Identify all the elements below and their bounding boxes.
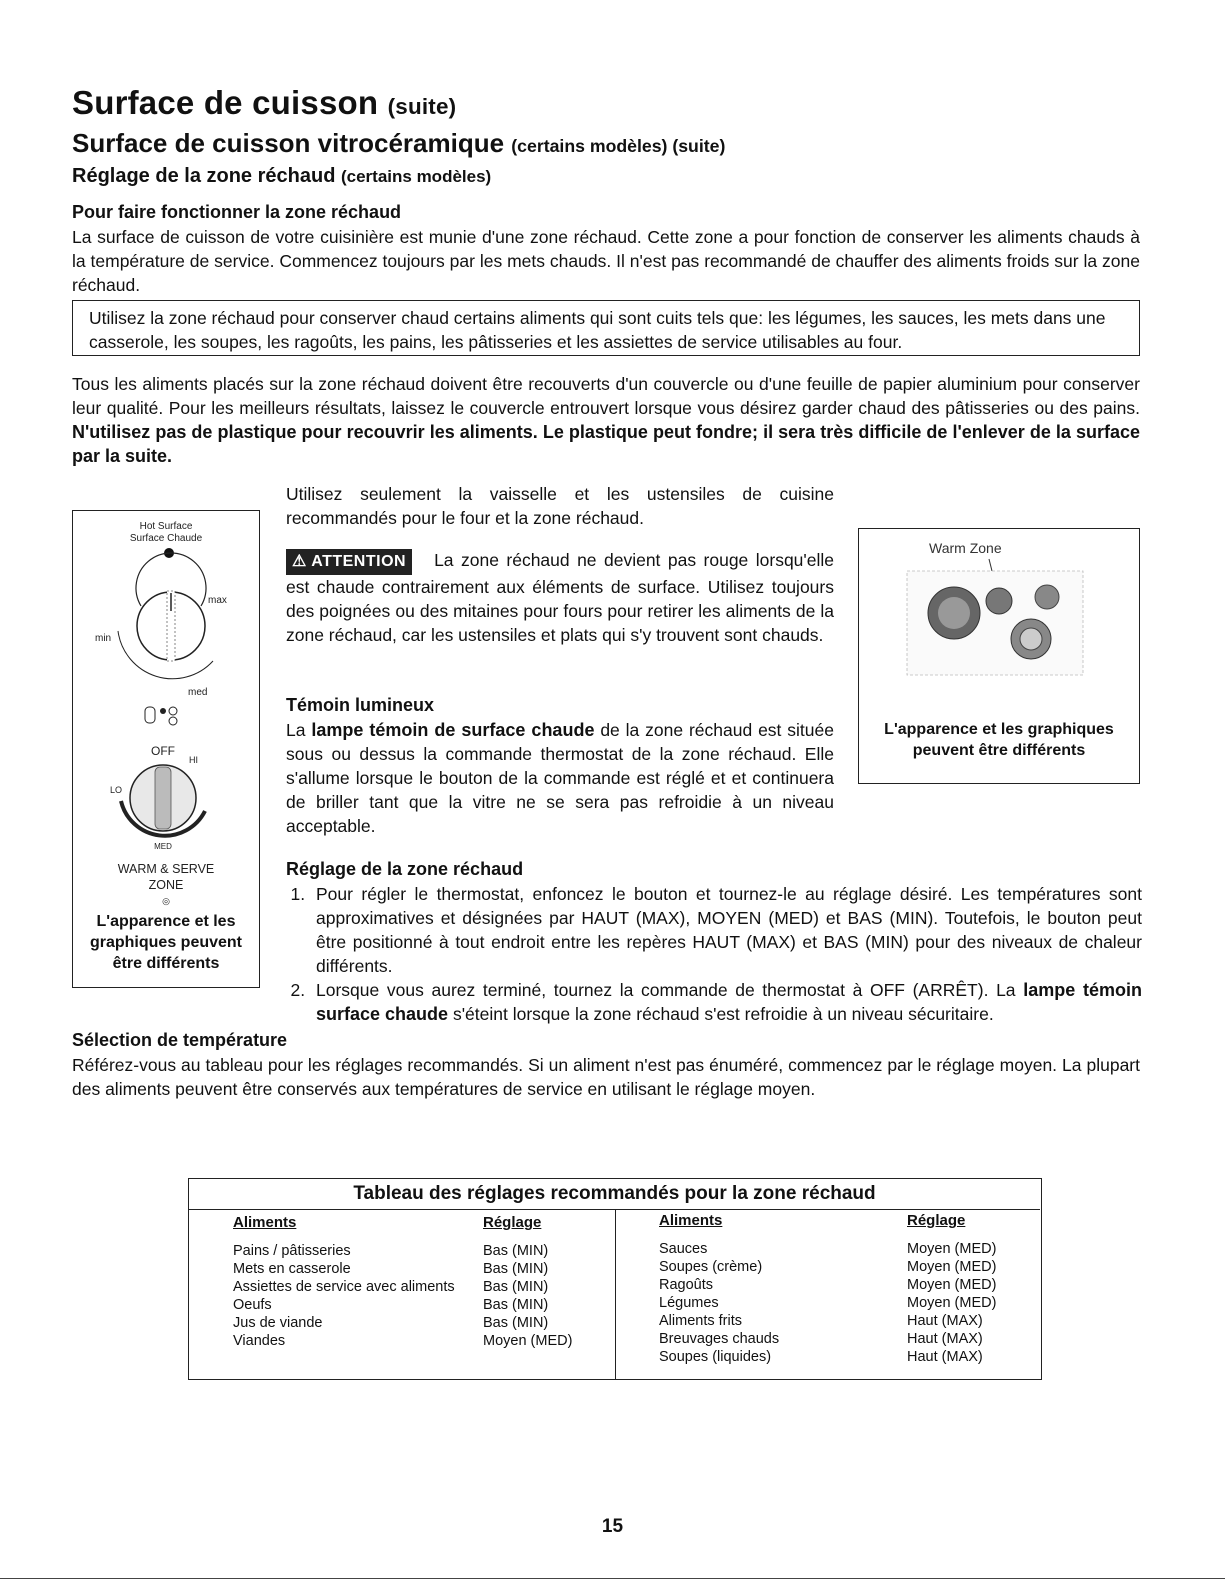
- page-subtitle: [72, 128, 725, 159]
- indicator-bold: lampe témoin de surface chaude: [311, 720, 595, 740]
- left-figure-caption: L'apparence et les graphiques peuvent être différents: [89, 913, 243, 972]
- small-burner-icon: [1035, 585, 1059, 609]
- setting-step-2-post: s'éteint lorsque la zone réchaud s'est refroidie à un niveau sécuritaire.: [452, 1004, 994, 1024]
- table-row: [233, 1242, 608, 1260]
- setting-cell: Bas (MIN): [483, 1243, 549, 1259]
- temperature-heading: Sélection de température: [72, 1030, 288, 1050]
- setting-step-1: 1. Pour régler le thermostat, enfoncez le bouton et tournez-le au réglage désiré. Les températures sont approximatives et désignées par HAUT (MAX), MOYEN (MED) et BAS (MIN). Toutefois, le bouton peut être positionné à tout endroit entre les repères HAUT (MAX) et BAS (MIN) pour des niveaux de chaleur différents.: [310, 882, 1142, 978]
- setting-cell: Moyen (MED): [907, 1295, 997, 1311]
- element-symbol-icon: [145, 707, 177, 725]
- control-knob-figure: [72, 510, 260, 988]
- food-cell: Oeufs: [233, 1297, 272, 1313]
- setting-cell: Bas (MIN): [483, 1279, 549, 1295]
- table-row: [659, 1312, 1034, 1330]
- setting-cell: Bas (MIN): [483, 1315, 549, 1331]
- food-cell: Soupes (crème): [659, 1259, 763, 1275]
- attention-paragraph: [286, 548, 834, 647]
- setting-cell: Haut (MAX): [907, 1349, 983, 1365]
- table-row: [659, 1330, 1034, 1348]
- operate-text: La surface de cuisson de votre cuisinière est munie d'une zone réchaud. Cette zone a pour fonction de conserver les aliments chauds à la température de service. Commencez toujours par les mets chauds. Il n'est pas recommandé de chauffer des aliments froids sur la zone réchaud.: [72, 227, 1140, 295]
- table-row: [233, 1260, 608, 1278]
- warm-zone-burner-icon: [986, 588, 1012, 614]
- warning-icon: ⚠: [292, 553, 307, 570]
- indicator-text: de la zone réchaud est située sous ou dessus la commande thermostat de la zone réchaud. Elle s'allume lorsque le bouton de la commande est réglé et et continuera de briller tant que la vitre ne se sera pas refroidie à un niveau acceptable.: [286, 720, 834, 836]
- knob-scale-arc: [118, 631, 213, 679]
- knob-illustration: [73, 511, 259, 871]
- lo-label: LO: [110, 785, 123, 795]
- food-cell: Légumes: [659, 1295, 719, 1311]
- indicator-paragraph: [286, 718, 834, 838]
- min-label: min: [95, 633, 112, 644]
- left-table-rows: [233, 1242, 608, 1350]
- setting-steps: [284, 882, 1142, 1026]
- food-cell: Viandes: [233, 1333, 286, 1349]
- page-title-suffix: (suite): [387, 94, 457, 119]
- table-row: [233, 1296, 608, 1314]
- indicator-heading: Témoin lumineux: [286, 695, 435, 715]
- operate-heading: Pour faire fonctionner la zone réchaud: [72, 202, 402, 222]
- surface-chaude-label: Surface Chaude: [129, 533, 203, 544]
- lower-knob-grip: [155, 767, 171, 829]
- cover-warning: N'utilisez pas de plastique pour recouvrir les aliments. Le plastique peut fondre; il sera très difficile de l'enlever de la surface par la suite.: [72, 422, 1140, 466]
- page-title-text: Surface de cuisson: [72, 84, 379, 121]
- indicator-pre: La: [286, 720, 306, 740]
- table-divider: [615, 1209, 616, 1379]
- setting-step-2-pre: Lorsque vous aurez terminé, tournez la commande de thermostat à OFF (ARRÊT). La: [316, 980, 1016, 1000]
- section-title-text: Réglage de la zone réchaud: [72, 165, 336, 187]
- max-label: max: [208, 595, 227, 606]
- setting-cell: Moyen (MED): [483, 1333, 573, 1349]
- page-subtitle-text: Surface de cuisson vitrocéramique: [72, 128, 505, 158]
- food-cell: Pains / pâtisseries: [233, 1243, 351, 1259]
- page-title: [72, 84, 456, 122]
- setting-cell: Haut (MAX): [907, 1331, 983, 1347]
- off-label: OFF: [151, 744, 175, 758]
- cooktop-illustration: [859, 529, 1139, 699]
- hi-label: HI: [189, 755, 198, 765]
- utensils-text: Utilisez seulement la vaisselle et les ustensiles de cuisine recommandés pour le four et la zone réchaud.: [286, 484, 834, 528]
- cover-paragraph: [72, 372, 1140, 468]
- right-col-food-header: Aliments: [659, 1212, 723, 1229]
- medium-burner-inner: [1020, 628, 1042, 650]
- setting-cell: Bas (MIN): [483, 1297, 549, 1313]
- food-cell: Soupes (liquides): [659, 1349, 772, 1365]
- left-col-setting-header: Réglage: [483, 1214, 542, 1231]
- warm-zone-figure: [858, 528, 1140, 784]
- page-number: 15: [601, 1516, 624, 1537]
- setting-cell: Bas (MIN): [483, 1261, 549, 1277]
- setting-cell: Haut (MAX): [907, 1313, 983, 1329]
- settings-table: [188, 1178, 1042, 1380]
- attention-badge: [286, 549, 412, 575]
- food-cell: Assiettes de service avec aliments: [233, 1279, 455, 1295]
- left-col-food-header: Aliments: [233, 1214, 297, 1231]
- attention-badge-text: ATTENTION: [311, 553, 407, 570]
- page-subtitle-suffix: (certains modèles) (suite): [511, 136, 726, 156]
- table-title: Tableau des réglages recommandés pour la zone réchaud: [353, 1183, 876, 1204]
- warm-serve-label: [73, 861, 259, 909]
- med2-label: MED: [154, 842, 172, 851]
- setting-cell: Moyen (MED): [907, 1277, 997, 1293]
- food-cell: Mets en casserole: [233, 1261, 351, 1277]
- warm-serve-text: WARM & SERVE: [117, 862, 215, 876]
- table-row: [659, 1348, 1034, 1366]
- setting-heading: Réglage de la zone réchaud: [286, 859, 524, 879]
- section-title-suffix: (certains modèles): [340, 167, 492, 186]
- bottom-rule: [0, 1578, 1225, 1579]
- food-cell: Ragoûts: [659, 1277, 714, 1293]
- warm-zone-label: Warm Zone: [929, 540, 1002, 556]
- setting-step-2: [310, 978, 1142, 1026]
- small-indicator-icon: ◎: [162, 896, 170, 906]
- table-row: [233, 1314, 608, 1332]
- setting-step-2-bold: lampe témoin surface chaude: [316, 980, 1142, 1024]
- right-figure-caption: L'apparence et les graphiques peuvent être différents: [884, 721, 1114, 759]
- setting-cell: Moyen (MED): [907, 1241, 997, 1257]
- med-label: med: [188, 687, 208, 698]
- food-cell: Aliments frits: [659, 1313, 742, 1329]
- note-box: [72, 300, 1140, 356]
- table-row: [659, 1276, 1034, 1294]
- note-box-text: Utilisez la zone réchaud pour conserver chaud certains aliments qui sont cuits tels que: les légumes, les sauces, les mets dans une casserole, les soupes, les ragoûts, les pains, les pâtisseries et les assiettes de service utilisables au four.: [89, 308, 1106, 352]
- hot-surface-label: Hot Surface: [139, 521, 193, 532]
- right-col-setting-header: Réglage: [907, 1212, 966, 1229]
- cover-text: Tous les aliments placés sur la zone réchaud doivent être recouverts d'un couvercle ou d'une feuille de papier aluminium pour conserver leur qualité. Pour les meilleurs résultats, laissez le couvercle entrouvert lorsque vous désirez garder chaud des pâtisseries ou des pains.: [72, 374, 1140, 418]
- setting-steps-list: [284, 882, 1142, 1026]
- table-row: [659, 1258, 1034, 1276]
- table-row: [659, 1294, 1034, 1312]
- table-row: [233, 1332, 608, 1350]
- table-row: [233, 1278, 608, 1296]
- setting-cell: Moyen (MED): [907, 1259, 997, 1275]
- food-cell: Breuvages chauds: [659, 1331, 780, 1347]
- right-table-rows: [659, 1240, 1034, 1366]
- section-title: [72, 165, 491, 188]
- temperature-text: Référez-vous au tableau pour les réglages recommandés. Si un aliment n'est pas énuméré, commencez par le réglage moyen. La plupart des aliments peuvent être conservés aux températures de service en utilisant le réglage moyen.: [72, 1055, 1140, 1099]
- zone-text: ZONE: [148, 878, 184, 892]
- food-cell: Sauces: [659, 1241, 708, 1257]
- attention-text: La zone réchaud ne devient pas rouge lorsqu'elle est chaude contrairement aux éléments de surface. Utilisez toujours des poignées ou des mitaines pour fours pour retirer les aliments de la zone réchaud, car les ustensiles et plats qui s'y trouvent sont chauds.: [286, 550, 834, 645]
- food-cell: Jus de viande: [233, 1315, 323, 1331]
- large-burner-inner: [938, 597, 970, 629]
- table-row: [659, 1240, 1034, 1258]
